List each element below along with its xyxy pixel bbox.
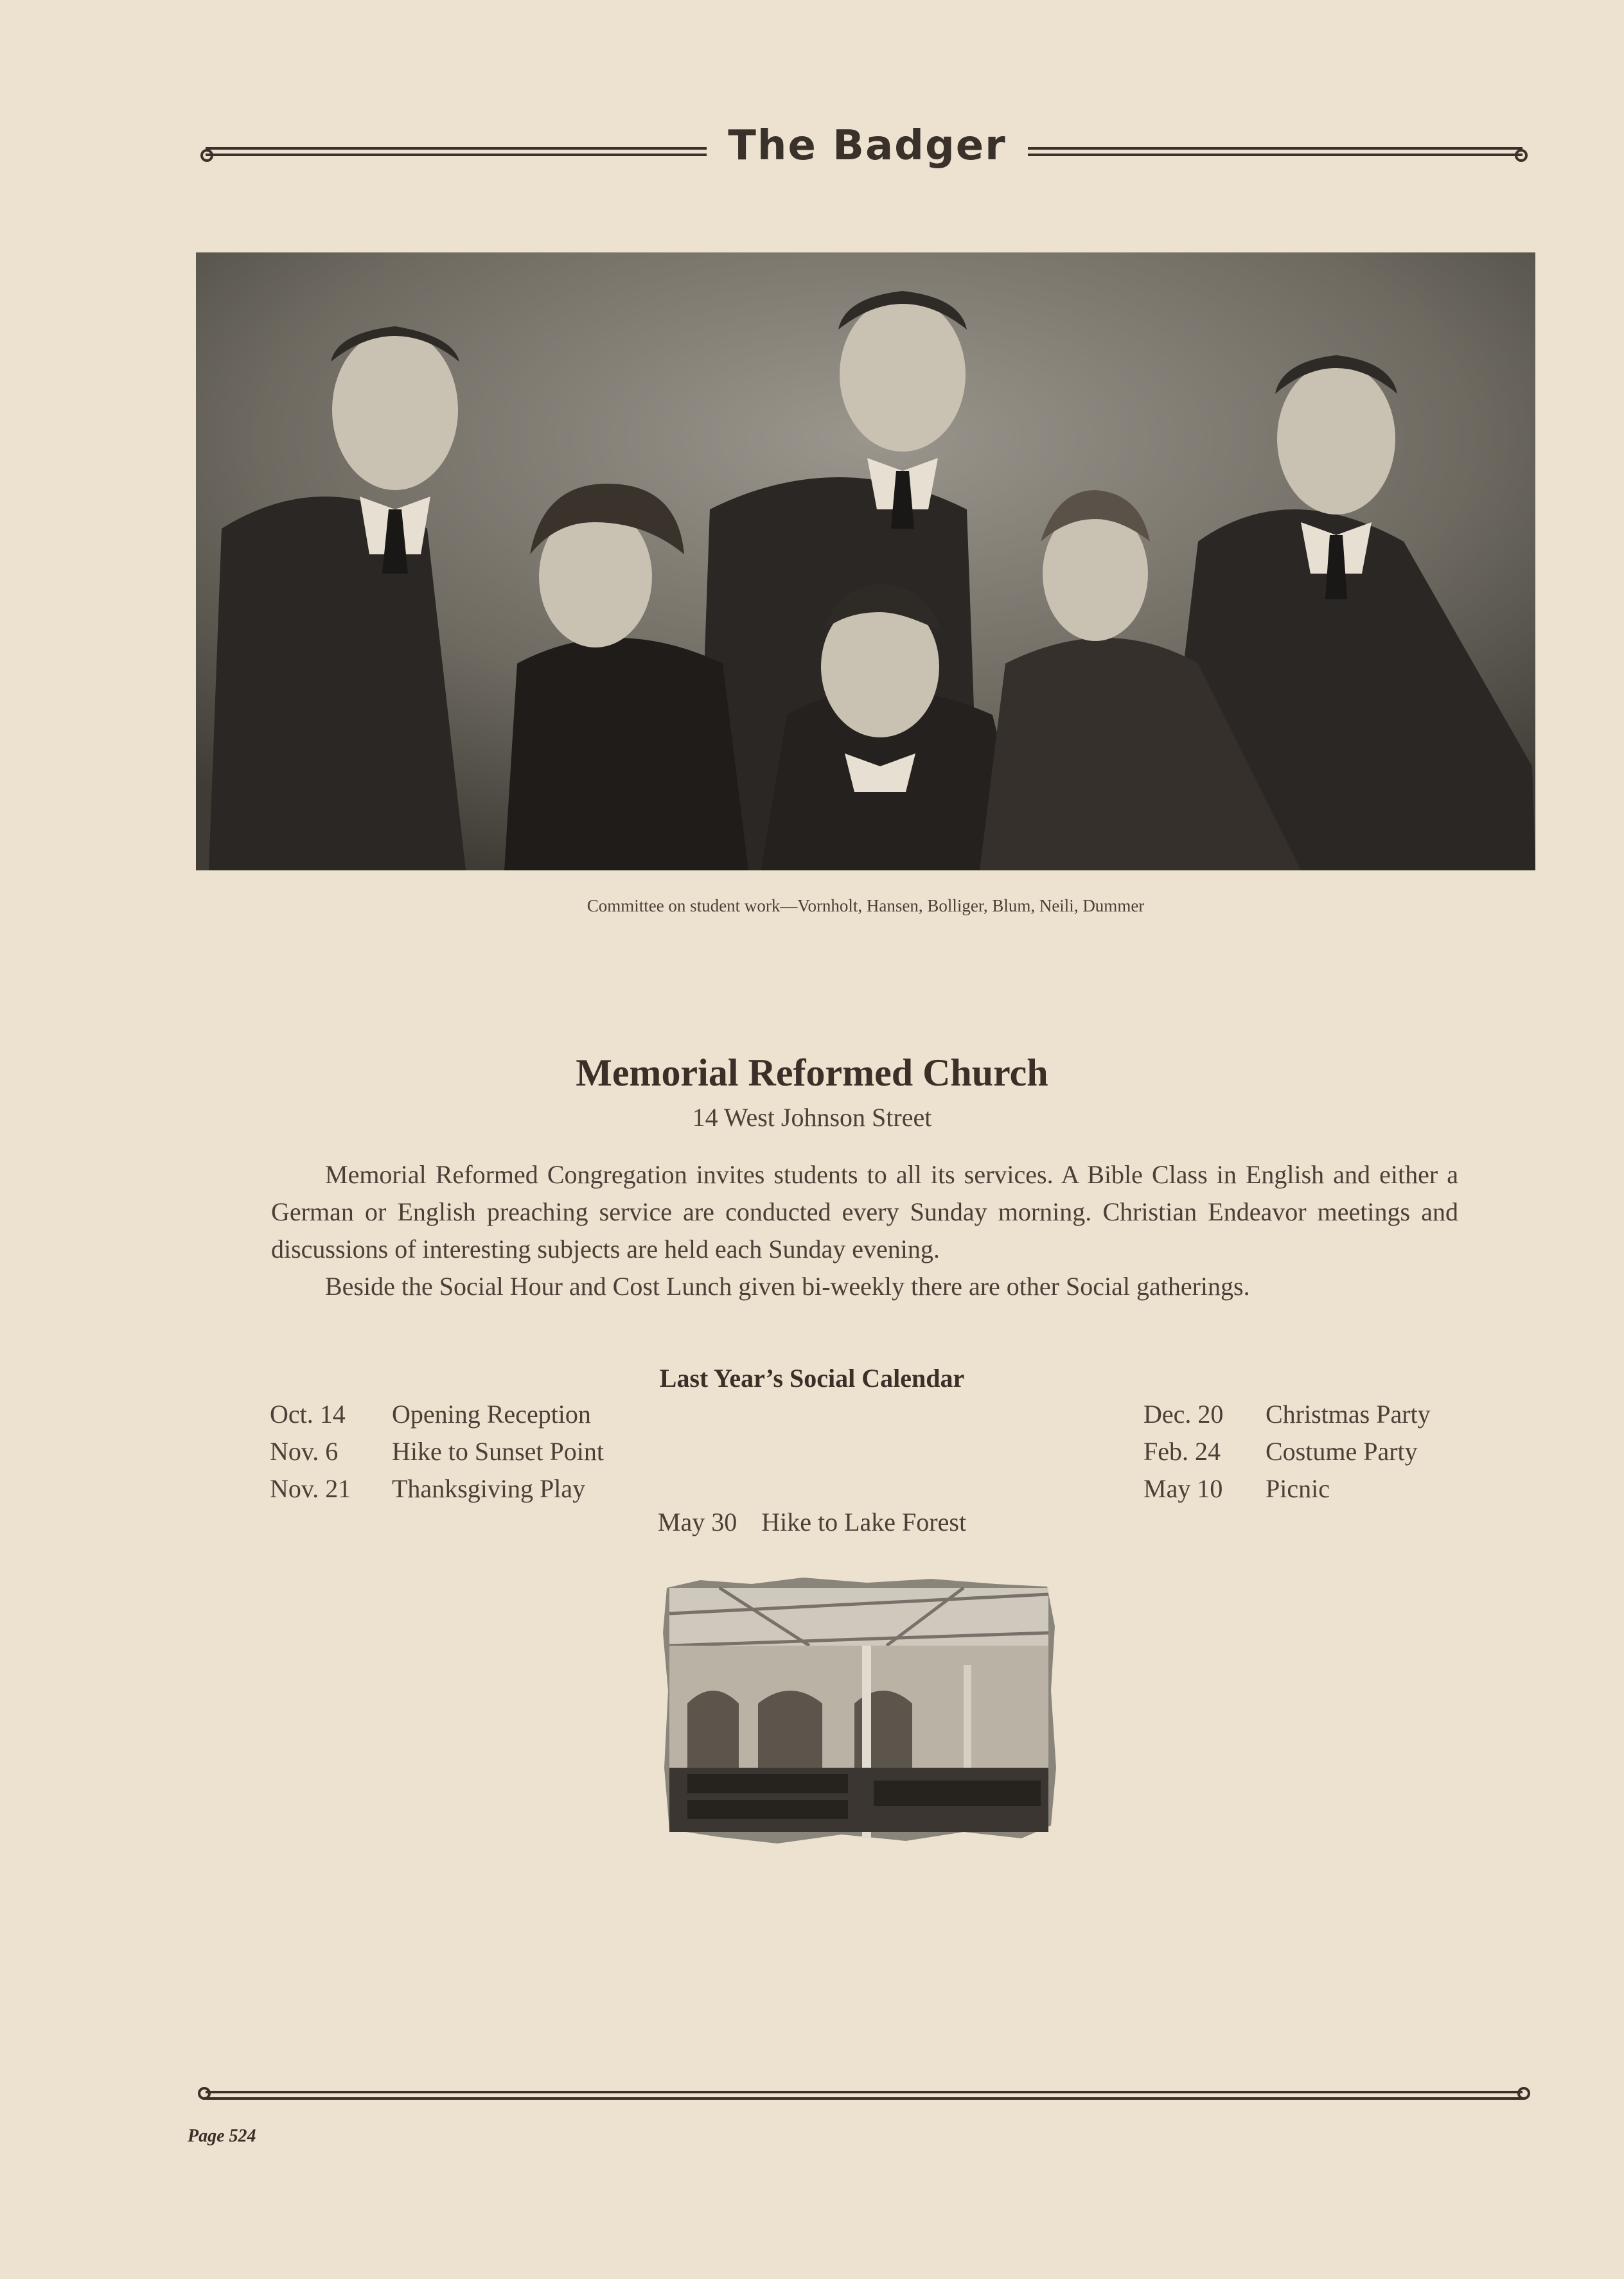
calendar-entry [1143,1436,1431,1474]
calendar-event: Christmas Party [1266,1400,1431,1429]
page-number: Page 524 [188,2126,256,2146]
calendar-date: May 10 [1143,1474,1223,1503]
body-text [271,1156,1458,1305]
calendar-date: Feb. 24 [1143,1437,1221,1466]
church-address: 14 West Johnson Street [692,1103,932,1132]
calendar-entry [270,1474,604,1511]
calendar-entry [1143,1474,1431,1511]
calendar-date: May 30 [657,1508,737,1536]
calendar-entry [270,1436,604,1474]
photo-caption: Committee on student work—Vornholt, Hansen, Bolliger, Blum, Neili, Dummer [587,896,1145,915]
header-rule-left [193,143,707,162]
calendar-date: Nov. 6 [270,1437,339,1466]
calendar-right-column [1143,1399,1431,1511]
calendar-center-entry [0,1507,1624,1544]
footer-rule [193,2084,1535,2106]
calendar-event: Opening Reception [392,1400,591,1429]
group-photo [196,252,1535,870]
calendar-event: Hike to Lake Forest [761,1508,967,1536]
body-paragraph: Memorial Reformed Congregation invites students to all its services. A Bible Class in English and either a German or English preaching service are conducted every Sunday morning. Christian Endeavor meetings and discussions of interesting subjects are held each Sunday evening. [271,1160,1458,1263]
header-rule-right [1028,143,1535,162]
interior-photo [662,1575,1057,1848]
calendar-entry [1143,1399,1431,1436]
calendar-event: Picnic [1266,1474,1330,1503]
calendar-entry [270,1399,604,1436]
calendar-left-column [270,1399,604,1511]
calendar-date: Nov. 21 [270,1474,351,1503]
calendar-date: Dec. 20 [1143,1400,1224,1429]
calendar-title: Last Year’s Social Calendar [659,1364,965,1393]
calendar-event: Costume Party [1266,1437,1418,1466]
page-title: The Badger [728,122,1007,170]
calendar-entry [0,1507,1624,1544]
calendar-date: Oct. 14 [270,1400,346,1429]
church-name: Memorial Reformed Church [576,1052,1048,1094]
calendar-event: Thanksgiving Play [392,1474,586,1503]
calendar-event: Hike to Sunset Point [392,1437,605,1466]
body-paragraph: Beside the Social Hour and Cost Lunch given bi-weekly there are other Social gatherings. [325,1272,1250,1301]
